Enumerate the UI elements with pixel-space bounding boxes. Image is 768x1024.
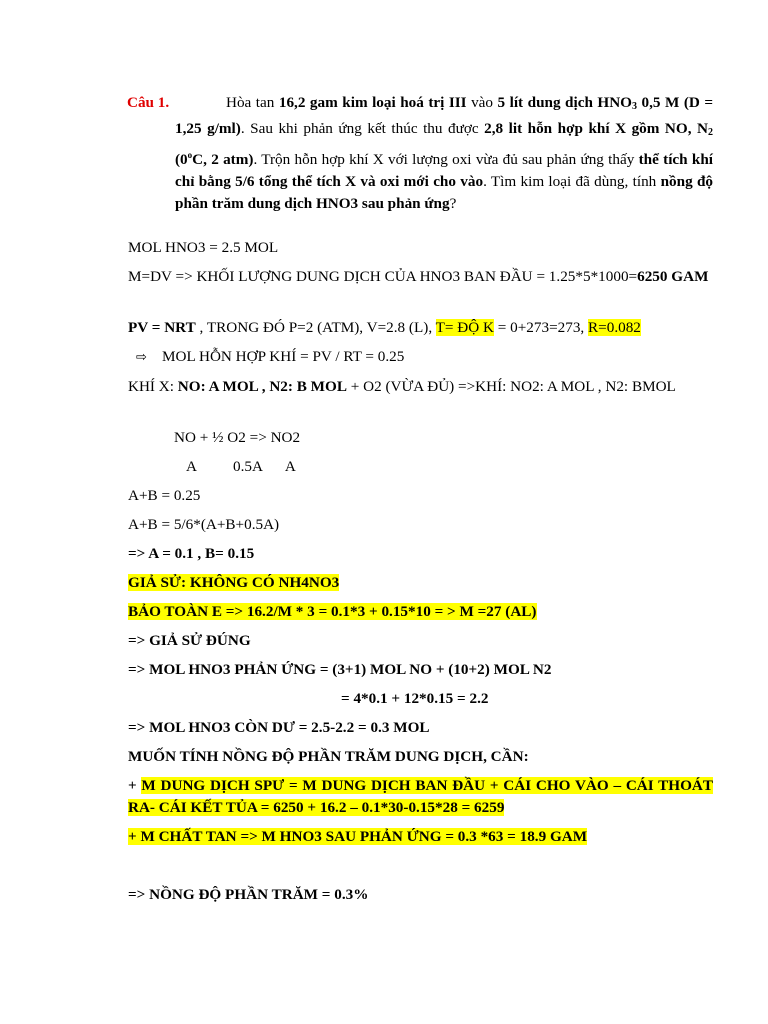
solution-line-mol-reacted: => MOL HNO3 PHẢN ỨNG = (3+1) MOL NO + (10+2) MOL N2 xyxy=(128,661,552,678)
solution-line-mass: M=DV => KHỐI LƯỢNG DUNG DỊCH CỦA HNO3 BAN ĐẦU = 1.25*5*1000=6250 GAM xyxy=(128,268,709,285)
solution-line-percent: => NỒNG ĐỘ PHẦN TRĂM = 0.3% xyxy=(128,886,369,903)
solution-line-assume-true: => GIẢ SỬ ĐÚNG xyxy=(128,632,251,649)
solution-line-reaction: NO + ½ O2 => NO2 xyxy=(174,429,301,446)
arrow-right-icon: ⇨ xyxy=(136,350,147,365)
solution-line-eq1: A+B = 0.25 xyxy=(128,487,201,504)
solution-line-conservation: BẢO TOÀN E => 16.2/M * 3 = 0.1*3 + 0.15*10 = > M =27 (AL) xyxy=(128,603,537,620)
solution-line-mol-hno3: MOL HNO3 = 2.5 MOL xyxy=(128,239,279,256)
solution-line-gas-x: KHÍ X: NO: A MOL , N2: B MOL + O2 (VỪA ĐỦ) =>KHÍ: NO2: A MOL , N2: BMOL xyxy=(128,378,676,395)
solution-line-result-ab: => A = 0.1 , B= 0.15 xyxy=(128,545,255,562)
solution-line-assume: GIẢ SỬ: KHÔNG CÓ NH4NO3 xyxy=(128,574,340,591)
solution-line-need: MUỐN TÍNH NỒNG ĐỘ PHẦN TRĂM DUNG DỊCH, CẦN: xyxy=(128,748,529,765)
solution-line-mol-excess: => MOL HNO3 CÒN DƯ = 2.5-2.2 = 0.3 MOL xyxy=(128,719,430,736)
question-label: Câu 1. xyxy=(127,94,170,111)
solution-line-mass-solution: + M DUNG DỊCH SPƯ = M DUNG DỊCH BAN ĐẦU + CÁI CHO VÀO – CÁI THOÁT RA- CÁI KẾT TỦA = 6250 + 16.2 – 0.1*30-0.15*28 = 6259 xyxy=(128,777,714,816)
solution-line-pv-nrt: PV = NRT , TRONG ĐÓ P=2 (ATM), V=2.8 (L), T= ĐỘ K = 0+273=273, R=0.082 xyxy=(128,319,641,336)
solution-line-mol-reacted-calc: = 4*0.1 + 12*0.15 = 2.2 xyxy=(341,690,489,707)
question-block xyxy=(127,92,714,215)
solution-line-solute: + M CHẤT TAN => M HNO3 SAU PHẢN ỨNG = 0.3 *63 = 18.9 GAM xyxy=(128,828,588,845)
solution-line-mol-mix: ⇨ MOL HỖN HỢP KHÍ = PV / RT = 0.25 xyxy=(136,346,721,369)
solution-line-ratio: A 0.5A A xyxy=(186,458,296,475)
question-text: Câu 1. Hòa tan 16,2 gam kim loại hoá trị III vào 5 lít dung dịch $HNO_3$ 0,5 M (D = 1,25 g/ml). Sau khi phản ứng kết thúc thu được 2,8 lit hỗn hợp khí X gồm NO, $N_2$ (0$^o$C, 2 atm). Trộn hỗn hợp khí X với lượng oxi vừa đủ sau phản ứng thấy thể tích khí chỉ bằng 5/6 tổng thể tích X và oxi mới cho vào. Tìm kim loại đã dùng, tính nồng độ phần trăm dung dịch HNO3 sau phản ứng? xyxy=(127,94,714,213)
solution-line-eq2: A+B = 5/6*(A+B+0.5A) xyxy=(128,516,280,533)
